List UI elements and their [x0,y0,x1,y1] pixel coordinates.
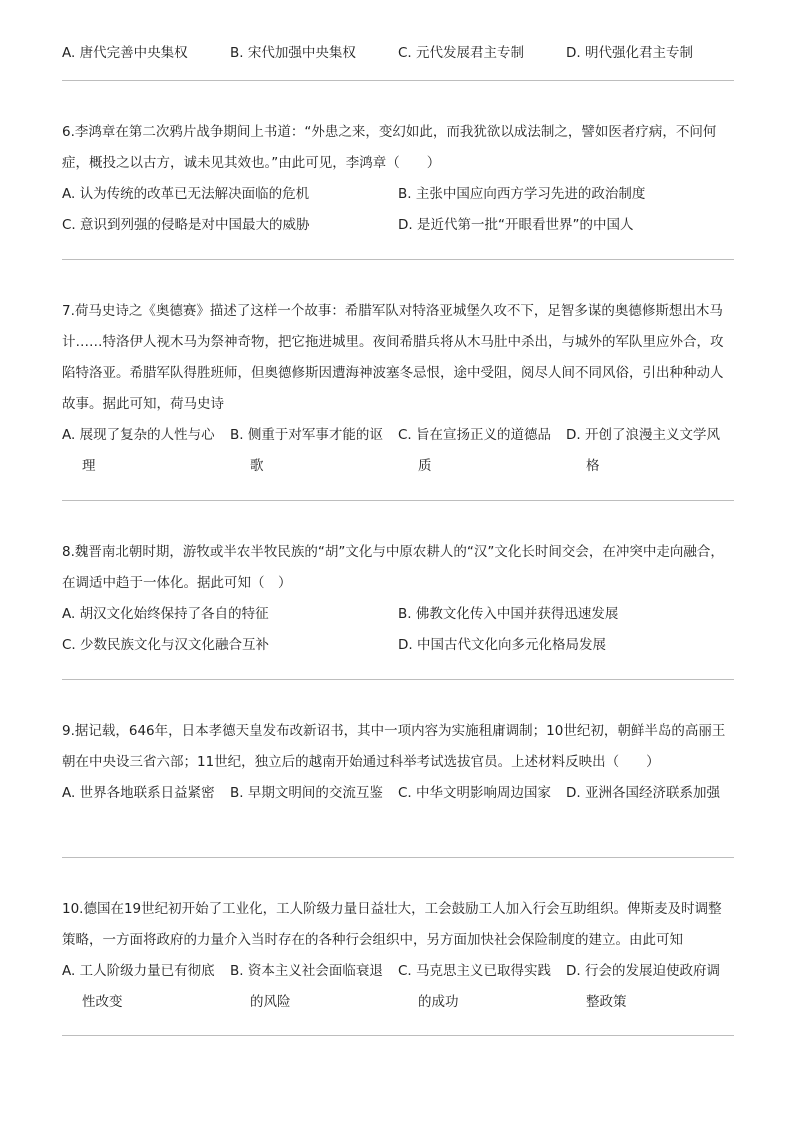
question-10-options [62,956,734,1018]
option-a[interactable]: A. 胡汉文化始终保持了各自的特征 [62,606,269,622]
option-a[interactable]: A. 认为传统的改革已无法解决面临的危机 [62,186,310,202]
option-d[interactable]: D. 明代强化君主专制 [566,45,693,61]
divider [62,259,734,260]
option-b[interactable]: B. 资本主义社会面临衰退的风险 [230,963,383,1010]
option-d[interactable]: D. 开创了浪漫主义文学风格 [566,427,720,474]
question-7 [62,296,734,482]
question-9 [62,716,734,809]
question-6-options [62,179,734,241]
question-5 [62,38,734,69]
option-d[interactable]: D. 行会的发展迫使政府调整政策 [566,963,720,1010]
divider [62,1035,734,1036]
question-6 [62,117,734,241]
option-d[interactable]: D. 亚洲各国经济联系加强 [566,785,720,801]
option-c[interactable]: C. 马克思主义已取得实践的成功 [398,963,552,1010]
option-c[interactable]: C. 意识到列强的侵略是对中国最大的威胁 [62,217,310,233]
question-10-stem: 10.德国在19世纪初开始了工业化，工人阶级力量日益壮大，工会鼓励工人加入行会互助组织。俾斯麦及时调整策略，一方面将政府的力量介入当时存在的各种行会组织中，另方面加快社会保险制度的建立。由此可知 [62,901,722,948]
divider [62,857,734,858]
question-10 [62,894,734,1018]
option-d[interactable]: D. 是近代第一批“开眼看世界”的中国人 [398,217,634,233]
question-8 [62,537,734,661]
divider [62,679,734,680]
option-b[interactable]: B. 侧重于对军事才能的讴歌 [230,427,383,474]
option-b[interactable]: B. 早期文明间的交流互鉴 [230,785,383,801]
question-5-options [62,38,734,69]
option-a[interactable]: A. 世界各地联系日益紧密 [62,785,215,801]
question-7-stem: 7.荷马史诗之《奥德赛》描述了这样一个故事：希腊军队对特洛亚城堡久攻不下，足智多谋的奥德修斯想出木马计……特洛伊人视木马为祭神奇物，把它拖进城里。夜间希腊兵将从木马肚中杀出，与城外的军队里应外合，攻陷特洛亚。希腊军队得胜班师，但奥德修斯因遭海神波塞冬忌恨，途中受阻，阅尽人间不同风俗，引出种种动人故事。据此可知，荷马史诗 [62,303,724,412]
question-6-stem: 6.李鸿章在第二次鸦片战争期间上书道：“外患之来，变幻如此，而我犹欲以成法制之，譬如医者疗病，不问何症，概投之以古方，诚未见其效也。”由此可见，李鸿章（ ） [62,124,717,171]
divider [62,80,734,81]
question-8-options [62,599,734,661]
option-c[interactable]: C. 元代发展君主专制 [398,45,525,61]
question-9-stem: 9.据记载，646年，日本孝德天皇发布改新诏书，其中一项内容为实施租庸调制；10世纪初，朝鲜半岛的高丽王朝在中央设三省六部；11世纪，独立后的越南开始通过科举考试选拔官员。上述材料反映出（ ） [62,723,726,770]
option-a[interactable]: A. 展现了复杂的人性与心理 [62,427,215,474]
option-a[interactable]: A. 工人阶级力量已有彻底性改变 [62,963,215,1010]
option-c[interactable]: C. 中华文明影响周边国家 [398,785,552,801]
option-b[interactable]: B. 主张中国应向西方学习先进的政治制度 [398,186,646,202]
option-b[interactable]: B. 佛教文化传入中国并获得迅速发展 [398,606,619,622]
option-d[interactable]: D. 中国古代文化向多元化格局发展 [398,637,606,653]
option-c[interactable]: C. 旨在宣扬正义的道德品质 [398,427,552,474]
question-7-options [62,420,734,482]
option-a[interactable]: A. 唐代完善中央集权 [62,45,188,61]
option-b[interactable]: B. 宋代加强中央集权 [230,45,356,61]
question-9-options [62,778,734,809]
option-c[interactable]: C. 少数民族文化与汉文化融合互补 [62,637,270,653]
question-8-stem: 8.魏晋南北朝时期，游牧或半农半牧民族的“胡”文化与中原农耕人的“汉”文化长时间交会，在冲突中走向融合，在调适中趋于一体化。据此可知（ ） [62,544,724,591]
divider [62,500,734,501]
